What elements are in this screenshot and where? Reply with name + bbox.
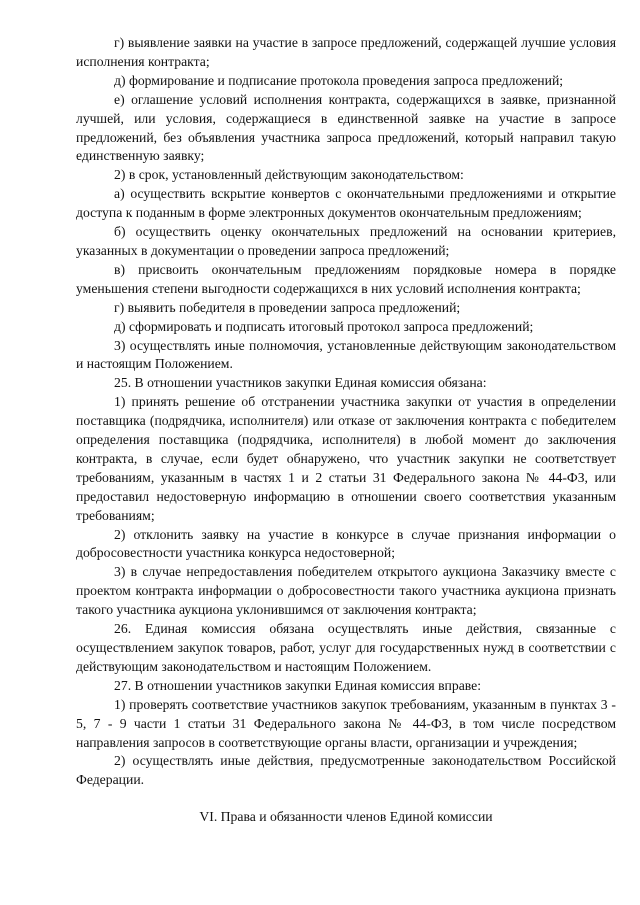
paragraph-clause-25: 25. В отношении участников закупки Единая комиссия обязана: xyxy=(114,375,487,391)
paragraph-evaluation-d: д) формирование и подписание протокола проведения запроса предложений; xyxy=(114,72,564,88)
paragraph-clause-27-1: 1) проверять соответствие участников закупок требованиям, указанным в пунктах 3 - 5, 7 - 9 части 1 статьи 31 Федерального закона № 44-ФЗ, в том числе посредством направления запросов в соответствующие органы власти, организации и учреждения; xyxy=(76,696,616,750)
paragraph-item-3: 3) осуществлять иные полномочия, установленные действующим законодательством и настоящим Положением. xyxy=(76,337,616,372)
section-heading: VI. Права и обязанности членов Единой комиссии xyxy=(199,809,493,825)
paragraph-clause-27-2: 2) осуществлять иные действия, предусмотренные законодательством Российской Федерации. xyxy=(76,753,616,788)
paragraph-item-2-g: г) выявить победителя в проведении запроса предложений; xyxy=(114,299,461,315)
paragraph-item-2-v: в) присвоить окончательным предложениям порядковые номера в порядке уменьшения степени выгодности содержащихся в них условий исполнения контракта; xyxy=(76,261,616,296)
paragraph-item-2-a: а) осуществить вскрытие конвертов с окончательными предложениями и открытие доступа к поданным в форме электронных документов окончательным предложениям; xyxy=(76,186,616,221)
paragraph-item-2-d: д) сформировать и подписать итоговый протокол запроса предложений; xyxy=(114,318,534,334)
document-page xyxy=(76,34,616,827)
paragraph-item-2-b: б) осуществить оценку окончательных предложений на основании критериев, указанных в документации о проведении запроса предложений; xyxy=(76,224,616,258)
paragraph-clause-27: 27. В отношении участников закупки Единая комиссия вправе: xyxy=(114,677,482,693)
paragraph-clause-26: 26. Единая комиссия обязана осуществлять иные действия, связанные с осуществлением закупок товаров, работ, услуг для государственных нужд в соответствии с действующим законодательством и настоящим Положением. xyxy=(76,621,616,674)
paragraph-clause-25-3: 3) в случае непредоставления победителем открытого аукциона Заказчику вместе с проектом контракта информации о добросовестности такого участника аукциона признать такого участника аукциона уклонившимся от заключения контракта; xyxy=(76,564,616,618)
paragraph-evaluation-e: е) оглашение условий исполнения контракта, содержащихся в заявке, признанной лучшей, или условия, содержащиеся в единственной заявке на участие в запросе предложений, без объявления участника запроса предложений, который направил такую единственную заявку; xyxy=(76,91,616,164)
paragraph-item-2: 2) в срок, установленный действующим законодательством: xyxy=(114,167,464,183)
paragraph-clause-25-1: 1) принять решение об отстранении участника закупки от участия в определении поставщика (подрядчика, исполнителя) или отказе от заключения контракта с победителем определения поставщика (подрядчика, исполнителя) в любой момент до заключения контракта, в случае, если будет обнаружено, что участник закупки не соответствует требованиям, указанным в частях 1 и 2 статьи 31 Федерального закона № 44-ФЗ, или предоставил недостоверную информацию в отношении своего соответствия указанным требованиям; xyxy=(76,394,616,523)
paragraph-evaluation-g: г) выявление заявки на участие в запросе предложений, содержащей лучшие условия исполнения контракта; xyxy=(76,35,616,69)
paragraph-clause-25-2: 2) отклонить заявку на участие в конкурсе в случае признания информации о добросовестности участника конкурса недостоверной; xyxy=(76,526,616,561)
